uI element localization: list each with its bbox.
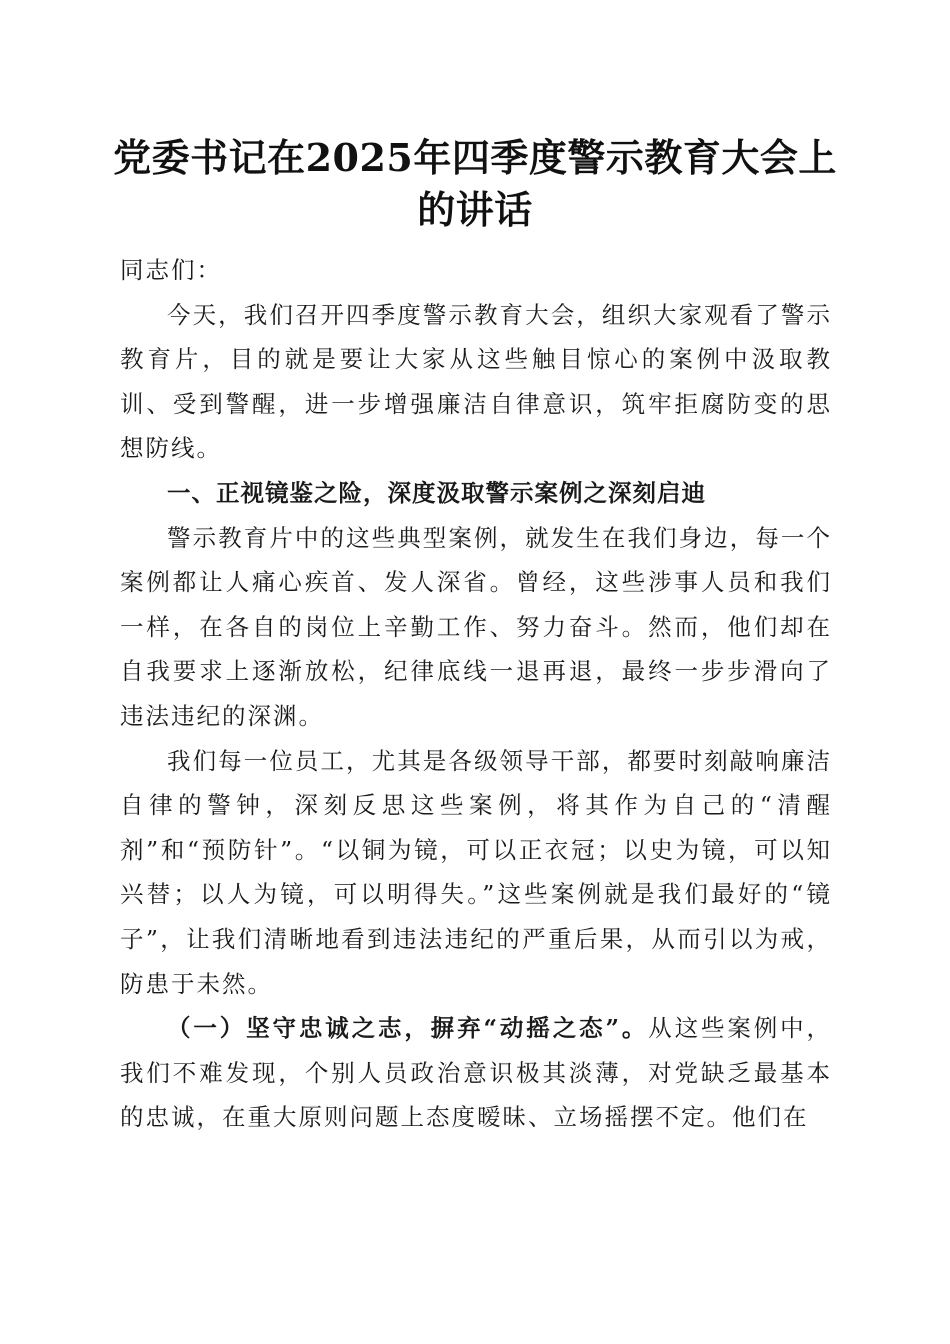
paragraph-loyalty <box>120 1006 832 1140</box>
paragraph-loyalty-text: 从这些案例中，我们不难发现，个别人员政治意识极其淡薄，对党缺乏最基本的忠诚，在重大原则问题上态度暧昧、立场摇摆不定。他们在 <box>120 1014 832 1132</box>
salutation: 同志们： <box>120 256 222 284</box>
paragraph-reflection: 我们每一位员工，尤其是各级领导干部，都要时刻敲响廉洁自律的警钟，深刻反思这些案例，将其作为自己的“清醒剂”和“预防针”。“以铜为镜，可以正衣冠；以史为镜，可以知兴替；以人为镜，可以明得失。”这些案例就是我们最好的“镜子”，让我们清晰地看到违法违纪的严重后果，从而引以为戒，防患于未然。 <box>120 746 832 998</box>
paragraph-intro: 今天，我们召开四季度警示教育大会，组织大家观看了警示教育片，目的就是要让大家从这些触目惊心的案例中汲取教训、受到警醒，进一步增强廉洁自律意识，筑牢拒腐防变的思想防线。 <box>120 300 832 463</box>
paragraph-cases: 警示教育片中的这些典型案例，就发生在我们身边，每一个案例都让人痛心疾首、发人深省。曾经，这些涉事人员和我们一样，在各自的岗位上辛勤工作、努力奋斗。然而，他们却在自我要求上逐渐放松，纪律底线一退再退，最终一步步滑向了违法违纪的深渊。 <box>120 523 832 730</box>
document-body <box>120 248 832 1140</box>
subheading-loyalty: （一）坚守忠诚之志，摒弃“动摇之态”。 <box>167 1014 649 1043</box>
section-heading-1: 一、正视镜鉴之险，深度汲取警示案例之深刻启迪 <box>167 478 706 507</box>
document-title: 党委书记在2025年四季度警示教育大会上的讲话 <box>113 135 837 232</box>
